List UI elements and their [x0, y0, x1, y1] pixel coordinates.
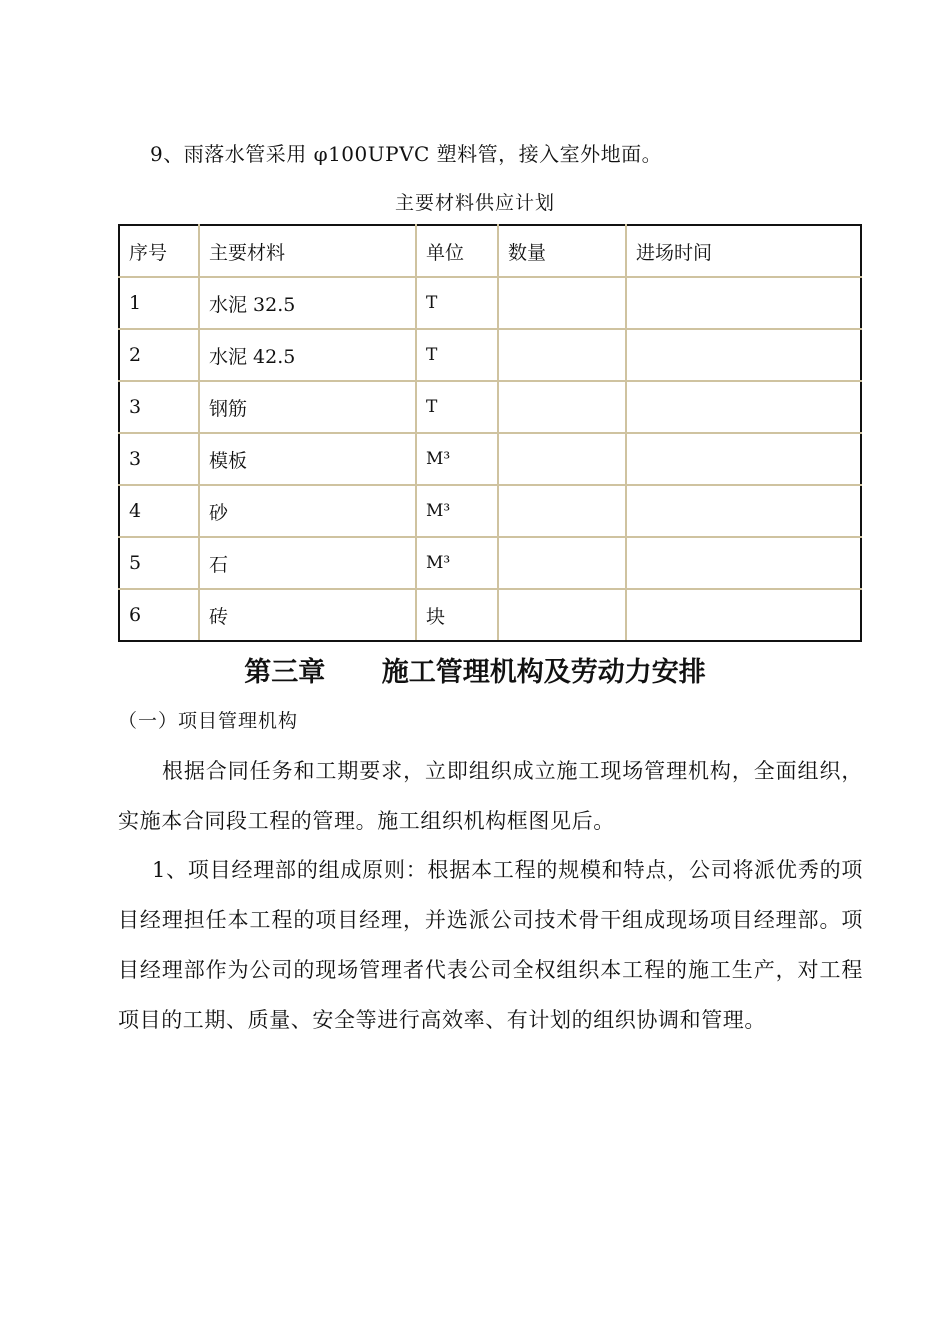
cell-unit: T	[416, 381, 498, 433]
cell-time	[626, 485, 861, 537]
cell-material: 砖	[199, 589, 416, 641]
cell-qty	[498, 433, 626, 485]
table-row	[119, 277, 861, 329]
cell-no: 2	[119, 329, 199, 381]
header-cell-time: 进场时间	[626, 225, 861, 277]
table-row	[119, 381, 861, 433]
cell-material: 钢筋	[199, 381, 416, 433]
cell-time	[626, 329, 861, 381]
cell-no: 6	[119, 589, 199, 641]
cell-no: 3	[119, 433, 199, 485]
header-cell-no: 序号	[119, 225, 199, 277]
cell-time	[626, 589, 861, 641]
cell-unit: M³	[416, 485, 498, 537]
cell-no: 1	[119, 277, 199, 329]
cell-unit: M³	[416, 537, 498, 589]
cell-material: 水泥 42.5	[199, 329, 416, 381]
chapter-title: 第三章 施工管理机构及劳动力安排	[244, 657, 706, 688]
table-row	[119, 433, 861, 485]
cell-no: 4	[119, 485, 199, 537]
cell-time	[626, 381, 861, 433]
cell-qty	[498, 381, 626, 433]
header-cell-qty: 数量	[498, 225, 626, 277]
table-row	[119, 485, 861, 537]
cell-time	[626, 433, 861, 485]
cell-material: 砂	[199, 485, 416, 537]
cell-qty	[498, 589, 626, 641]
cell-time	[626, 277, 861, 329]
cell-material: 水泥 32.5	[199, 277, 416, 329]
table-row	[119, 589, 861, 641]
cell-no: 3	[119, 381, 199, 433]
cell-unit: T	[416, 277, 498, 329]
table-row	[119, 537, 861, 589]
material-supply-table	[118, 224, 862, 642]
header-cell-unit: 单位	[416, 225, 498, 277]
cell-qty	[498, 329, 626, 381]
cell-material: 模板	[199, 433, 416, 485]
section-heading: （一）项目管理机构	[118, 710, 299, 732]
cell-material: 石	[199, 537, 416, 589]
cell-time	[626, 537, 861, 589]
cell-no: 5	[119, 537, 199, 589]
cell-qty	[498, 537, 626, 589]
table-header-row	[119, 225, 861, 277]
cell-qty	[498, 277, 626, 329]
cell-unit: 块	[416, 589, 498, 641]
cell-qty	[498, 485, 626, 537]
header-cell-material: 主要材料	[199, 225, 416, 277]
cell-unit: M³	[416, 433, 498, 485]
intro-line: 9、雨落水管采用 φ100UPVC 塑料管，接入室外地面。	[150, 142, 663, 166]
body-paragraph: 根据合同任务和工期要求，立即组织成立施工现场管理机构，全面组织，实施本合同段工程的管理。施工组织机构框图见后。	[118, 759, 863, 833]
table-row	[119, 329, 861, 381]
body-paragraph: 1、项目经理部的组成原则：根据本工程的规模和特点，公司将派优秀的项目经理担任本工程的项目经理，并选派公司技术骨干组成现场项目经理部。项目经理部作为公司的现场管理者代表公司全权组织本工程的施工生产，对工程项目的工期、质量、安全等进行高效率、有计划的组织协调和管理。	[118, 858, 863, 1032]
cell-unit: T	[416, 329, 498, 381]
table-caption: 主要材料供应计划	[394, 192, 555, 214]
